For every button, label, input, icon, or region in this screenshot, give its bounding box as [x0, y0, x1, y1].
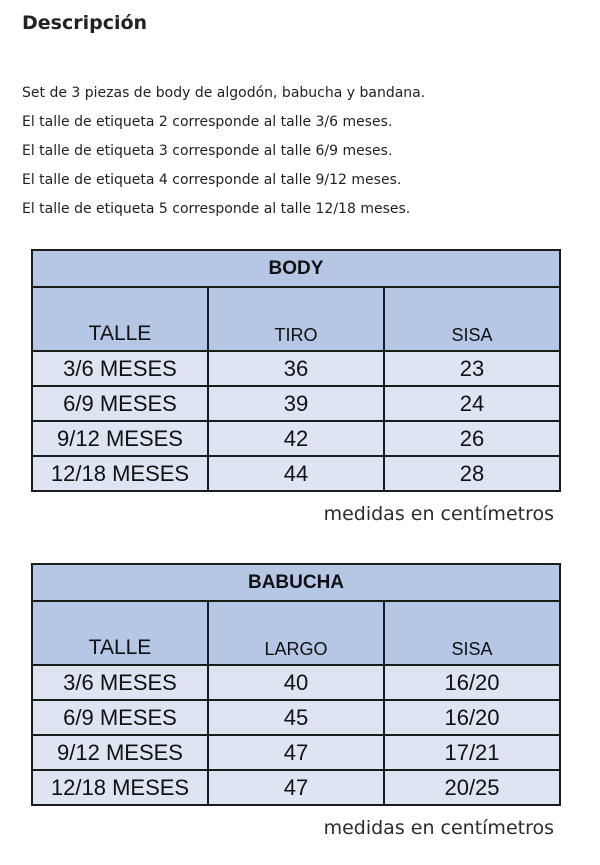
table-row [32, 665, 560, 700]
table-cell: 45 [208, 700, 384, 735]
table-cell: 26 [384, 421, 560, 456]
table-cell: 3/6 MESES [32, 665, 208, 700]
table-cell: 28 [384, 456, 560, 491]
table-row [32, 421, 560, 456]
column-header-talle: TALLE [32, 601, 208, 665]
body-size-table [31, 249, 561, 492]
column-header-largo: LARGO [208, 601, 384, 665]
table-cell: 36 [208, 351, 384, 386]
table-cell: 16/20 [384, 700, 560, 735]
description-lines [22, 83, 425, 228]
table-cell: 24 [384, 386, 560, 421]
table-cell: 3/6 MESES [32, 351, 208, 386]
table-row [32, 351, 560, 386]
babucha-size-table [31, 563, 561, 806]
table-row [32, 770, 560, 805]
column-header-tiro: TIRO [208, 287, 384, 351]
column-header-talle: TALLE [32, 287, 208, 351]
table-cell: 44 [208, 456, 384, 491]
table-row [32, 386, 560, 421]
table-cell: 17/21 [384, 735, 560, 770]
description-line: El talle de etiqueta 5 corresponde al talle 12/18 meses. [22, 201, 411, 217]
babucha-table-title: BABUCHA [32, 564, 560, 601]
table-cell: 6/9 MESES [32, 700, 208, 735]
table-cell: 6/9 MESES [32, 386, 208, 421]
table-cell: 9/12 MESES [32, 735, 208, 770]
table-cell: 39 [208, 386, 384, 421]
table-cell: 9/12 MESES [32, 421, 208, 456]
column-header-sisa: SISA [384, 287, 560, 351]
body-table-title: BODY [32, 250, 560, 287]
column-header-sisa: SISA [384, 601, 560, 665]
table-cell: 42 [208, 421, 384, 456]
babucha-measurement-note: medidas en centímetros [323, 817, 554, 839]
body-measurement-note: medidas en centímetros [323, 503, 554, 525]
description-line: El talle de etiqueta 3 corresponde al talle 6/9 meses. [22, 143, 393, 159]
description-line: El talle de etiqueta 2 corresponde al talle 3/6 meses. [22, 114, 393, 130]
description-line: Set de 3 piezas de body de algodón, babucha y bandana. [22, 85, 426, 101]
table-cell: 12/18 MESES [32, 770, 208, 805]
table-cell: 12/18 MESES [32, 456, 208, 491]
description-line: El talle de etiqueta 4 corresponde al talle 9/12 meses. [22, 172, 402, 188]
table-cell: 47 [208, 770, 384, 805]
table-cell: 16/20 [384, 665, 560, 700]
description-title: Descripción [22, 12, 148, 34]
table-cell: 20/25 [384, 770, 560, 805]
table-row [32, 456, 560, 491]
table-row [32, 735, 560, 770]
table-row [32, 700, 560, 735]
table-cell: 47 [208, 735, 384, 770]
table-cell: 23 [384, 351, 560, 386]
table-cell: 40 [208, 665, 384, 700]
